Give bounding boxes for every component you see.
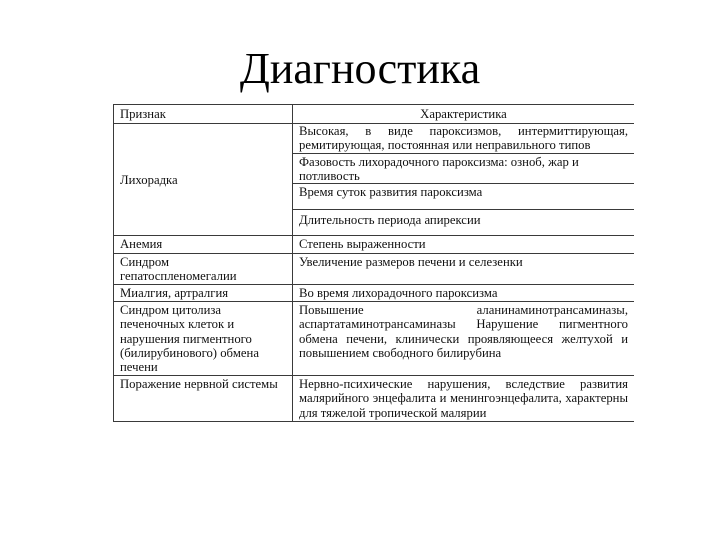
description-myalgia: Во время лихорадочного пароксизма [293, 285, 635, 302]
diagnostics-table [113, 104, 634, 422]
sign-anemia: Анемия [114, 236, 293, 253]
header-characteristic: Характеристика [293, 105, 635, 124]
sign-fever: Лихорадка [114, 124, 293, 236]
sign-nervous-system: Поражение нервной системы [114, 376, 293, 422]
header-sign: Признак [114, 105, 293, 124]
sign-cytolysis: Синдром цитолиза печеночных клеток и нарушения пигментного (билирубинового) обмена печени [114, 302, 293, 376]
table-row [114, 302, 635, 376]
description-cytolysis: Повышение аланинаминотрансаминазы, аспартатаминотрансаминазы Нарушение пигментного обмена печени, клинически проявляющееся желтухой и повышением свободного билирубина [293, 302, 635, 376]
description-hepatosplenomegaly: Увеличение размеров печени и селезенки [293, 253, 635, 284]
sign-myalgia: Миалгия, артралгия [114, 285, 293, 302]
table-row [114, 285, 635, 302]
table-row [114, 376, 635, 422]
slide-title: Диагностика [239, 44, 481, 93]
table-row [114, 236, 635, 253]
description-anemia: Степень выраженности [293, 236, 635, 253]
table-row-fever [114, 124, 635, 236]
table-header-row [114, 105, 635, 124]
table-row [114, 253, 635, 284]
fever-characteristic-phases: Фазовость лихорадочного пароксизма: озноб, жар и потливость [293, 155, 634, 184]
fever-characteristic-type: Высокая, в виде пароксизмов, интермиттирующая, ремитирующая, постоянная или неправильного типов [293, 124, 634, 153]
diagnostics-table-image [113, 104, 634, 490]
fever-characteristic-time: Время суток развития пароксизма [293, 185, 634, 210]
fever-characteristics [293, 124, 635, 236]
fever-characteristic-apyrexia: Длительность периода апирексии [299, 213, 481, 228]
description-nervous-system: Нервно-психические нарушения, вследствие развития малярийного энцефалита и менингоэнцефалита, характерны для тяжелой тропической малярии [293, 376, 635, 422]
sign-hepatosplenomegaly: Синдром гепатоспленомегалии [114, 253, 293, 284]
